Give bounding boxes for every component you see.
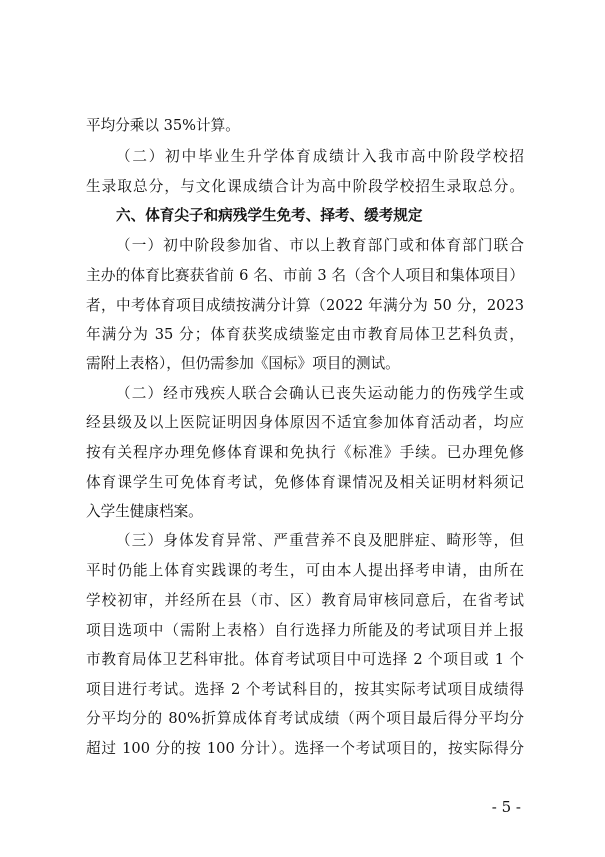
page-number: - 5 - bbox=[491, 798, 521, 816]
paragraph-line: （三）身体发育异常、严重营养不良及肥胖症、畸形等，但 bbox=[116, 532, 524, 549]
paragraph-line: 生录取总分，与文化课成绩合计为高中阶段学校招生录取总分。 bbox=[86, 178, 524, 195]
paragraph-line: 者，中考体育项目成绩按满分计算（2022 年满分为 50 分，2023 bbox=[86, 297, 524, 314]
paragraph-line: 项目进行考试。选择 2 个考试科目的，按其实际考试项目成绩得 bbox=[86, 681, 524, 698]
paragraph-line: 项目选项中（需附上表格）自行选择力所能及的考试项目并上报 bbox=[86, 622, 524, 639]
paragraph-line: 需附上表格），但仍需参加《国标》项目的测试。 bbox=[86, 355, 400, 372]
paragraph-line: 主办的体育比赛获省前 6 名、市前 3 名（含个人项目和集体项目） bbox=[86, 267, 524, 284]
paragraph-line: 平时仍能上体育实践课的考生，可由本人提出择考申请，由所在 bbox=[86, 562, 524, 579]
paragraph-line: （一）初中阶段参加省、市以上教育部门或和体育部门联合 bbox=[116, 237, 524, 254]
paragraph-line: 分平均分的 80%折算成体育考试成绩（两个项目最后得分平均分 bbox=[86, 710, 524, 727]
paragraph-line: （二）经市残疾人联合会确认已丧失运动能力的伤残学生或 bbox=[116, 385, 524, 402]
paragraph-line: 学校初审，并经所在县（市、区）教育局审核同意后，在省考试 bbox=[86, 592, 524, 609]
paragraph-line: 经县级及以上医院证明因身体原因不适宜参加体育活动者，均应 bbox=[86, 414, 524, 431]
paragraph-line: 按有关程序办理免修体育课和免执行《标准》手续。已办理免修 bbox=[86, 444, 524, 461]
paragraph-line: 入学生健康档案。 bbox=[86, 503, 203, 520]
paragraph-line: 市教育局体卫艺科审批。体育考试项目中可选择 2 个项目或 1 个 bbox=[86, 651, 524, 668]
section-heading: 六、体育尖子和病残学生免考、择考、缓考规定 bbox=[116, 207, 423, 224]
paragraph-line: 年满分为 35 分；体育获奖成绩鉴定由市教育局体卫艺科负责， bbox=[86, 326, 524, 343]
paragraph-line: 平均分乘以 35%计算。 bbox=[86, 117, 240, 134]
paragraph-line: 超过 100 分的按 100 分计）。选择一个考试项目的，按实际得分 bbox=[86, 740, 524, 757]
paragraph-line: （二）初中毕业生升学体育成绩计入我市高中阶段学校招 bbox=[116, 148, 524, 165]
paragraph-line: 体育课学生可免体育考试，免修体育课情况及相关证明材料须记 bbox=[86, 474, 524, 491]
